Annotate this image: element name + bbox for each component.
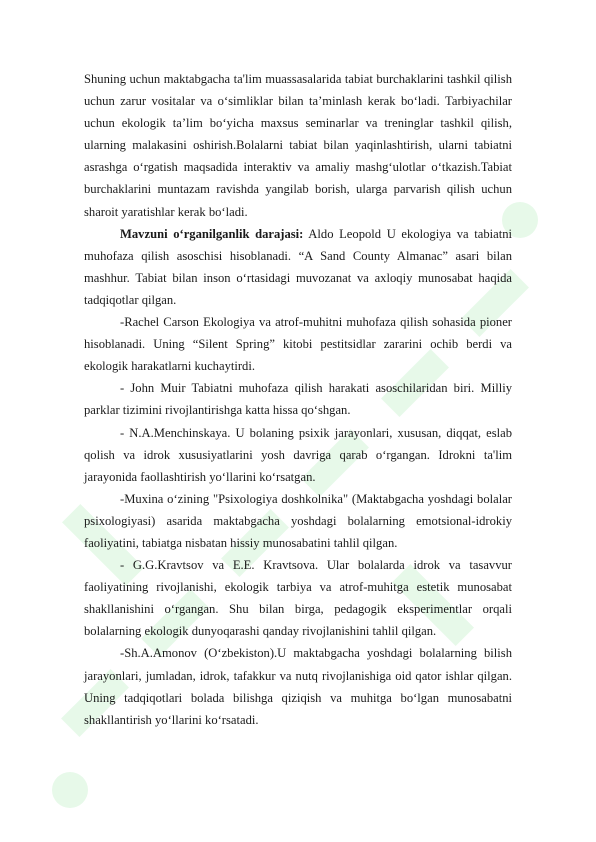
paragraph-2-text: Aldo Leopold U ekologiya va tabiatni muhofaza qilish asoschisi hisoblanadi. “A Sand County Almanac” asari bilan mashhur. Tabiat bilan inson o‘rtasidagi muvozanat va axloqiy munosabat haqida tadqiqotlar qilgan. (84, 226, 512, 307)
document-body (84, 68, 512, 731)
paragraph-1: Shuning uchun maktabgacha ta'lim muassasalarida tabiat burchaklarini tashkil qilish uchun zarur vositalar va o‘simliklar bilan ta’minlash kerak bo‘ladi. Tarbiyachilar uchun ekologik ta’lim bo‘yicha maxsus seminarlar va treninglar tashkil qilish, ularning malakasini oshirish.Bolalarni tabiat bilan yaqinlashtirish, ularni tabiatni asrashga o‘rgatish maqsadida interaktiv va amaliy mashg‘ulotlar o‘tkazish.Tabiat burchaklarini muntazam ravishda yangilab borish, ularga parvarish qilish uchun sharoit yaratishlar kerak bo‘ladi. (84, 72, 512, 219)
paragraph-7: - G.G.Kravtsov va E.E. Kravtsova. Ular bolalarda idrok va tasavvur faoliyatining rivojlanishi, ekologik tarbiya va atrof-muhitga estetik munosabat shakllanishini o‘rgangan. Shu bilan birga, pedagogik eksperimentlar orqali bolalarning ekologik dunyoqarashi qanday rivojlanishini tahlil qilgan. (84, 558, 512, 639)
section-lead-heading: Mavzuni o‘rganilganlik darajasi: (120, 226, 304, 241)
paragraph-6: -Muxina o‘zining "Psixologiya doshkolnika" (Maktabgacha yoshdagi bolalar psixologiyasi) asarida maktabgacha yoshdagi bolalarning emotsional-idrokiy faoliyatini, tabiatga nisbatan hissiy munosabatini tahlil qilgan. (84, 491, 512, 550)
watermark-dot (52, 772, 88, 808)
paragraph-4: - John Muir Tabiatni muhofaza qilish harakati asoschilaridan biri. Milliy parklar tizimini rivojlantirishga katta hissa qo‘shgan. (84, 381, 512, 418)
paragraph-8: -Sh.A.Amonov (O‘zbekiston).U maktabgacha yoshdagi bolalarning bilish jarayonlari, jumladan, idrok, tafakkur va nutq rivojlanishiga oid qator ishlar qilgan. Uning tadqiqotlari bolada bilishga qiziqish va muhitga bo‘lgan munosabatni shakllantirish yo‘llarini ko‘rsatadi. (84, 646, 512, 727)
paragraph-5: - N.A.Menchinskaya. U bolaning psixik jarayonlari, xususan, diqqat, eslab qolish va idrok xususiyatlarini yosh davriga qarab o‘rgangan. Idrokni ta'lim jarayonida faollashtirish yo‘llarini ko‘rsatgan. (84, 425, 512, 484)
paragraph-3: -Rachel Carson Ekologiya va atrof-muhitni muhofaza qilish sohasida pioner hisoblanadi. Uning “Silent Spring” kitobi pestitsidlar zararini ochib berdi va ekologik harakatlarni kuchaytirdi. (84, 315, 512, 374)
paragraph-2 (84, 223, 512, 311)
